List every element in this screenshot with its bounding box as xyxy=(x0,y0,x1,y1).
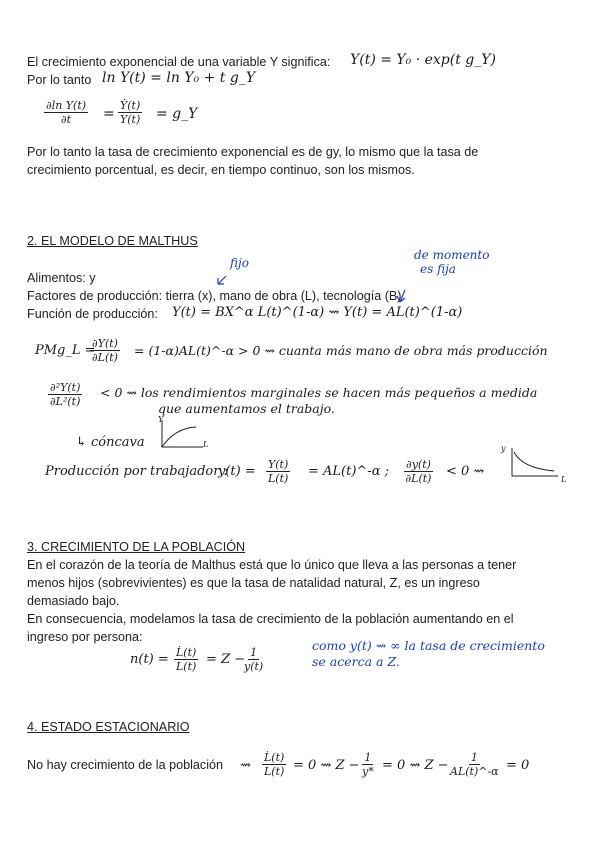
note-fijo: fijo xyxy=(230,256,249,270)
section-3-heading: 3. CRECIMIENTO DE LA POBLACIÓN xyxy=(27,540,246,554)
graph2-curve xyxy=(514,452,554,471)
ss-frac3-num: 1 xyxy=(470,751,478,764)
equals-sign: = xyxy=(103,106,115,122)
alimentos-line: Alimentos: y xyxy=(27,271,96,285)
ss-eq-b: = 0 ⇝ Z − xyxy=(293,758,360,773)
n-den: L(t) xyxy=(176,660,197,673)
ss-fraction-2 xyxy=(362,751,374,778)
arrow-fijo xyxy=(218,276,226,284)
pmg-num: ∂Y(t) xyxy=(92,337,118,350)
second-derivative-line-2: que aumentamos el trabajo. xyxy=(158,401,335,416)
section-4-heading: 4. ESTADO ESTACIONARIO xyxy=(27,720,190,734)
ss-frac2-num: 1 xyxy=(364,751,372,764)
deriv-lhs-den: ∂t xyxy=(60,113,72,126)
ss-frac2-den: y* xyxy=(362,765,374,778)
n-lhs: n(t) = xyxy=(130,652,169,667)
note-momento-line-2: es fija xyxy=(420,262,456,276)
ppt-den: L(t) xyxy=(267,472,289,485)
ss-eq-d: = 0 xyxy=(506,758,530,773)
n-fraction xyxy=(174,646,198,673)
deriv-mid-num: Ẏ(t) xyxy=(120,99,141,112)
poblacion-p2-line-1: En consecuencia, modelamos la tasa de crecimiento de la población aumentando en el xyxy=(27,612,514,626)
ss-frac3-den: AL(t)^-α xyxy=(450,765,499,778)
intro-line-2: Por lo tanto xyxy=(27,73,92,87)
arrow-momento xyxy=(397,290,405,302)
second-den: ∂L²(t) xyxy=(49,395,81,408)
n-mid: = Z − xyxy=(206,652,246,667)
note-momento-line-1: de momento xyxy=(414,248,490,262)
poblacion-p1-line-2: menos hijos (sobrevivientes) es que la tasa de natalidad natural, Z, es un ingreso xyxy=(27,576,480,590)
graph1-axes xyxy=(162,420,203,447)
graph2-axes xyxy=(512,448,558,476)
ppt-deriv-num: ∂y(t) xyxy=(406,458,431,471)
n-num: L̇(t) xyxy=(176,646,197,659)
deriv-rhs: = g_Y xyxy=(156,106,198,122)
pmg-den: ∂L(t) xyxy=(91,351,118,364)
intro-paragraph-line-2: crecimiento porcentual, es decir, en tiempo continuo, son los mismos. xyxy=(27,163,415,177)
graph1-curve xyxy=(162,427,196,447)
graph1-axis-l: L xyxy=(203,440,209,449)
n-fraction-2 xyxy=(244,646,263,673)
population-note-line-2: se acerca a Z. xyxy=(312,654,400,669)
deriv-mid-den: Y(t) xyxy=(120,113,141,126)
intro-line-1: El crecimiento exponencial de una variable Y significa: xyxy=(27,55,331,69)
poblacion-p1-line-3: demasiado bajo. xyxy=(27,594,120,608)
ss-eq-c: = 0 ⇝ Z − xyxy=(382,758,449,773)
pmg-label: PMg_L = xyxy=(35,343,96,358)
concava-label: ↳ cóncava xyxy=(76,435,145,450)
ss-arrow: ⇝ xyxy=(240,758,251,773)
ppt-eq-2: = AL(t)^-α ; xyxy=(308,464,389,479)
second-num: ∂²Y(t) xyxy=(50,381,81,394)
production-function-equation: Y(t) = BX^α L(t)^(1-α) ⇝ Y(t) = AL(t)^(1-α) xyxy=(172,305,463,320)
ppt-num: Y(t) xyxy=(268,458,289,471)
deriv-lhs-num: ∂ln Y(t) xyxy=(46,99,87,112)
log-equation: ln Y(t) = ln Y₀ + t g_Y xyxy=(102,70,256,86)
graph2-axis-l: L xyxy=(561,475,567,484)
graph1-axis-y: Y xyxy=(158,415,164,424)
ss-frac1-den: L(t) xyxy=(264,765,285,778)
population-note-line-1: como y(t) ⇝ ∞ la tasa de crecimiento xyxy=(312,638,545,653)
poblacion-p2-line-2: ingreso por persona: xyxy=(27,630,143,644)
n-den-2: y(t) xyxy=(244,660,264,673)
ppt-deriv-den: ∂L(t) xyxy=(405,472,432,485)
funcion-label: Función de producción: xyxy=(27,307,158,321)
pmg-rest: = (1-α)AL(t)^-α > 0 ⇝ cuanta más mano de obra más producción xyxy=(134,343,548,358)
ss-fraction-3 xyxy=(450,751,499,778)
ppt-eq-1: y(t) = xyxy=(218,464,256,479)
ss-frac1-num: L̇(t) xyxy=(264,751,285,764)
section-2-heading: 2. EL MODELO DE MALTHUS xyxy=(27,234,198,248)
second-derivative-line-1: < 0 ⇝ los rendimientos marginales se hacen más pequeños a medida xyxy=(100,385,538,400)
ss-fraction-1 xyxy=(262,751,286,778)
ppt-label: Producción por trabajador : xyxy=(45,464,228,479)
ppt-eq-3: < 0 ⇝ xyxy=(446,464,485,479)
intro-paragraph-line-1: Por lo tanto la tasa de crecimiento exponencial es de gy, lo mismo que la tasa de xyxy=(27,145,479,159)
poblacion-p1-line-1: En el corazón de la teoría de Malthus está que lo único que lleva a las personas a tener xyxy=(27,558,517,572)
n-num-2: 1 xyxy=(250,646,258,659)
exp-growth-equation: Y(t) = Y₀ · exp(t g_Y) xyxy=(350,52,496,68)
factores-line: Factores de producción: tierra (x), mano de obra (L), tecnología (B). xyxy=(27,289,405,303)
estacionario-text: No hay crecimiento de la población xyxy=(27,758,224,772)
graph2-axis-y: y xyxy=(501,444,506,453)
